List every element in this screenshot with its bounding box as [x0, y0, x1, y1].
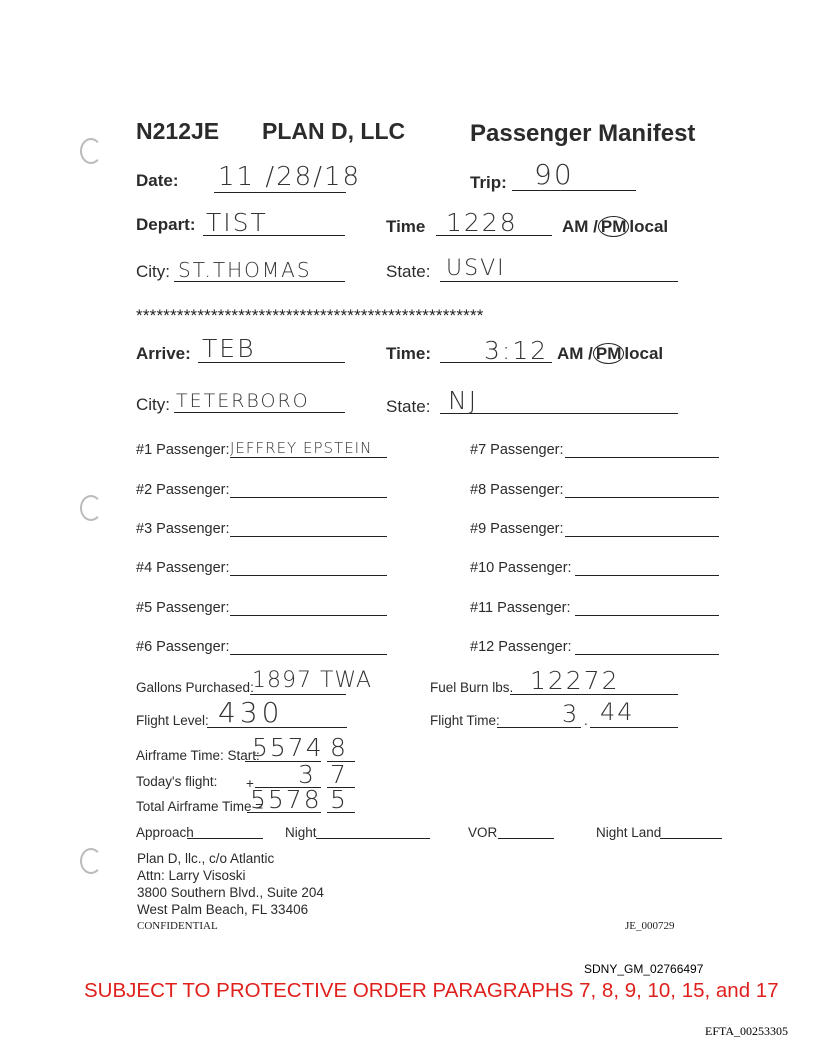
- vor-label: VOR: [468, 825, 498, 840]
- flight-time-minutes: 44: [600, 698, 635, 726]
- night-label: Night: [285, 825, 317, 840]
- depart-state-value: USVI: [446, 256, 506, 281]
- fuel-burn-value: 12272: [530, 666, 620, 695]
- fuel-burn-label: Fuel Burn lbs.: [430, 680, 514, 695]
- depart-label: Depart:: [136, 215, 196, 234]
- arrive-city-value: TETERBORO: [176, 390, 310, 412]
- today-flight-decimal: 7: [330, 760, 348, 789]
- passenger-label: #4 Passenger:: [136, 560, 230, 576]
- airframe-start-label: Airframe Time: Start:: [136, 748, 260, 763]
- airframe-start-decimal: 8: [330, 733, 348, 762]
- trip-label: Trip:: [470, 173, 507, 192]
- passenger-value: JEFFREY EPSTEIN: [230, 439, 373, 457]
- address-line: 3800 Southern Blvd., Suite 204: [137, 885, 324, 900]
- sdny-bates-number: SDNY_GM_02766497: [584, 962, 704, 976]
- arrive-time-label: Time:: [386, 344, 432, 363]
- arrive-ampm: AM / PM local: [557, 344, 664, 363]
- arrive-time-value: 3:12: [484, 336, 549, 365]
- manifest-page: N212JE PLAN D, LLC Passenger Manifest Date: 11 /28/18 Trip: 90 Depart: TIST Time 1228 AM / PM local City: ST.THOMAS State: USVI *************************************************** Arrive: TEB Time: 3:12 AM / PM local City: TETERBORO State: NJ #1 Passenger: JEFFREY EPSTEIN #7 Passenger: #2 Passenger: #8 Passenger: #3 Passenger: #9 Passenger: #4 Passenger: #10 Passenger: #5 Passenger: #11 Passenger: #6 Passenger: #12 Passenger: Gallons Purchased: 1897 TWA Fuel Burn lbs. 12272 Flight Level: 430 Flight Time: 3 . 44 Airframe Time: Start: 5574 8 Today's flight: + 3 7 Total Airframe Time = 5578 5 Approach Night VOR Night Land Plan D, llc., c/o Atlantic Attn: Larry Visoski 3800 Southern Blvd., Suite 204 West Palm Beach, FL 33406 CONFIDENTIAL JE_000729 SDNY_GM_02766497 SUBJECT TO PROTECTIVE ORDER PARAGRAPHS 7, 8, 9, 10, 15, and 17 EFTA_00253305: [0, 0, 816, 1056]
- arrive-state-label: State:: [386, 397, 431, 416]
- gallons-label: Gallons Purchased:: [136, 680, 254, 695]
- confidential-stamp: CONFIDENTIAL: [137, 920, 218, 932]
- arrive-city-label: City:: [136, 395, 170, 414]
- address-line: West Palm Beach, FL 33406: [137, 902, 309, 917]
- passenger-label: #1 Passenger:: [136, 442, 230, 458]
- depart-time-value: 1228: [446, 208, 518, 237]
- arrive-value: TEB: [202, 334, 256, 363]
- flight-level-label: Flight Level:: [136, 713, 209, 728]
- plus-sign: +: [246, 776, 254, 791]
- passenger-label: #2 Passenger:: [136, 482, 230, 498]
- today-flight-label: Today's flight:: [136, 774, 218, 789]
- address-line: Plan D, llc., c/o Atlantic: [137, 851, 275, 866]
- passenger-label: #3 Passenger:: [136, 521, 230, 537]
- punch-hole-icon: [80, 848, 102, 874]
- today-flight-value: 3: [298, 760, 316, 789]
- flight-time-label: Flight Time:: [430, 713, 500, 728]
- flight-level-value: 430: [218, 696, 284, 729]
- gallons-value: 1897 TWA: [252, 668, 373, 693]
- depart-ampm: AM / PM local: [562, 217, 669, 236]
- efta-bates-number: EFTA_00253305: [705, 1024, 789, 1038]
- depart-value: TIST: [206, 208, 268, 237]
- passenger-label: #6 Passenger:: [136, 639, 230, 655]
- approach-label: Approach: [136, 825, 194, 840]
- airframe-start-value: 5574: [252, 733, 324, 762]
- date-value: 11 /28/18: [218, 162, 362, 192]
- total-airframe-decimal: 5: [330, 785, 348, 814]
- passenger-label: #7 Passenger:: [470, 442, 564, 458]
- total-airframe-value: 5578: [250, 785, 322, 814]
- tail-number: N212JE: [136, 118, 220, 144]
- depart-time-label: Time: [386, 217, 426, 236]
- date-label: Date:: [136, 171, 179, 190]
- total-airframe-label: Total Airframe Time =: [136, 799, 264, 814]
- arrive-state-value: NJ: [448, 386, 479, 415]
- separator: ***************************************************: [136, 306, 484, 325]
- passenger-label: #12 Passenger:: [470, 639, 572, 655]
- depart-state-label: State:: [386, 262, 431, 281]
- passenger-label: #9 Passenger:: [470, 521, 564, 537]
- punch-hole-icon: [80, 138, 102, 164]
- passenger-label: #8 Passenger:: [470, 482, 564, 498]
- depart-city-label: City:: [136, 262, 170, 281]
- form-title: Passenger Manifest: [470, 120, 696, 147]
- protective-order-notice: SUBJECT TO PROTECTIVE ORDER PARAGRAPHS 7, 8, 9, 10, 15, and 17: [84, 979, 779, 1002]
- address-line: Attn: Larry Visoski: [137, 868, 246, 883]
- arrive-label: Arrive:: [136, 344, 191, 363]
- night-land-label: Night Land: [596, 825, 662, 840]
- passenger-label: #10 Passenger:: [470, 560, 572, 576]
- punch-hole-icon: [80, 495, 102, 521]
- company-name: PLAN D, LLC: [262, 118, 406, 144]
- depart-city-value: ST.THOMAS: [178, 258, 312, 282]
- flight-time-hours: 3: [562, 700, 580, 728]
- je-bates-number: JE_000729: [625, 920, 675, 932]
- passenger-label: #11 Passenger:: [470, 600, 571, 616]
- passenger-label: #5 Passenger:: [136, 600, 230, 616]
- trip-value: 90: [534, 158, 574, 191]
